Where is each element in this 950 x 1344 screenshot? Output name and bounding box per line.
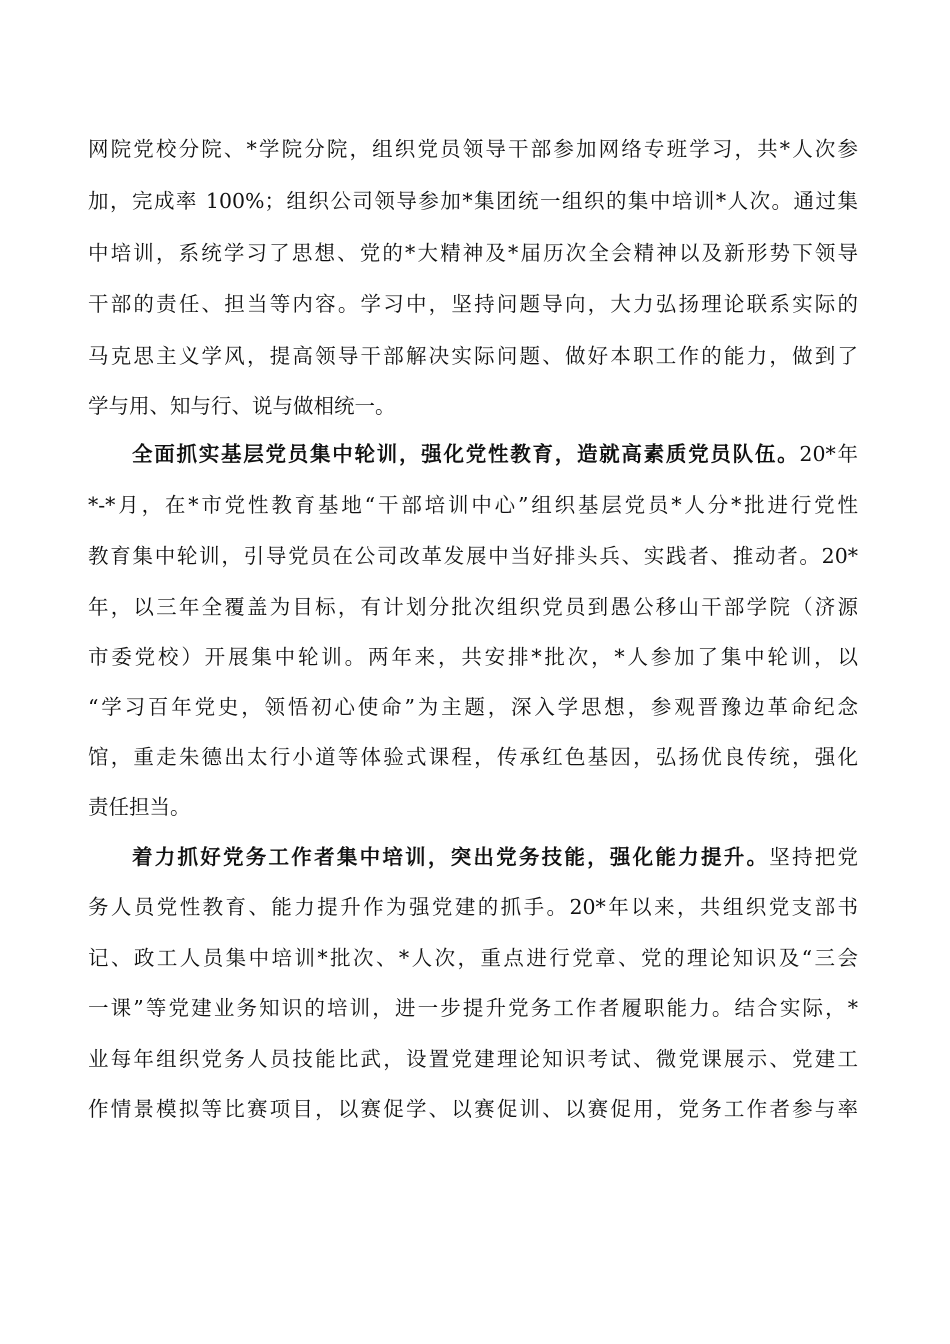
paragraph-heading: 全面抓实基层党员集中轮训，强化党性教育，造就高素质党员队伍。 [132, 442, 800, 466]
text-line: 中培训，系统学习了思想、党的*大精神及*届历次全会精神以及新形势下领导 [88, 241, 858, 265]
text-line: 市委党校）开展集中轮训。两年来，共安排*批次，*人参加了集中轮训，以 [88, 645, 858, 669]
text-line [132, 434, 858, 474]
text-line: 年，以三年全覆盖为目标，有计划分批次组织党员到愚公移山干部学院（济源 [88, 595, 858, 619]
text-line [132, 837, 858, 877]
text-run: 20*年 [799, 442, 859, 466]
text-line: 网院党校分院、*学院分院，组织党员领导干部参加网络专班学习，共*人次参 [88, 137, 858, 161]
text-line: 馆，重走朱德出太行小道等体验式课程，传承红色基因，弘扬优良传统，强化 [88, 745, 858, 769]
text-line: 干部的责任、担当等内容。学习中，坚持问题导向，大力弘扬理论联系实际的 [88, 292, 858, 316]
text-line: 教育集中轮训，引导党员在公司改革发展中当好排头兵、实践者、推动者。20* [88, 544, 858, 568]
text-line: 记、政工人员集中培训*批次、*人次，重点进行党章、党的理论知识及“三会 [88, 946, 858, 970]
text-line: 马克思主义学风，提高领导干部解决实际问题、做好本职工作的能力，做到了 [88, 344, 858, 368]
text-line: “学习百年党史，领悟初心使命”为主题，深入学思想，参观晋豫边革命纪念 [88, 695, 858, 719]
text-line: 务人员党性教育、能力提升作为强党建的抓手。20*年以来，共组织党支部书 [88, 895, 858, 919]
text-line: 一课”等党建业务知识的培训，进一步提升党务工作者履职能力。结合实际，* [88, 996, 858, 1020]
text-line: 业每年组织党务人员技能比武，设置党建理论知识考试、微党课展示、党建工 [88, 1047, 858, 1071]
paragraph-heading: 着力抓好党务工作者集中培训，突出党务技能，强化能力提升。 [132, 845, 770, 869]
text-line: 作情景模拟等比赛项目，以赛促学、以赛促训、以赛促用，党务工作者参与率 [88, 1097, 858, 1121]
text-line: 学与用、知与行、说与做相统一。 [88, 394, 396, 418]
text-run: 坚持把党 [769, 845, 859, 869]
text-line: 责任担当。 [88, 795, 191, 819]
text-line: *-*月，在*市党性教育基地“干部培训中心”组织基层党员*人分*批进行党性 [88, 493, 858, 517]
text-line: 加，完成率 100%；组织公司领导参加*集团统一组织的集中培训*人次。通过集 [88, 189, 858, 213]
